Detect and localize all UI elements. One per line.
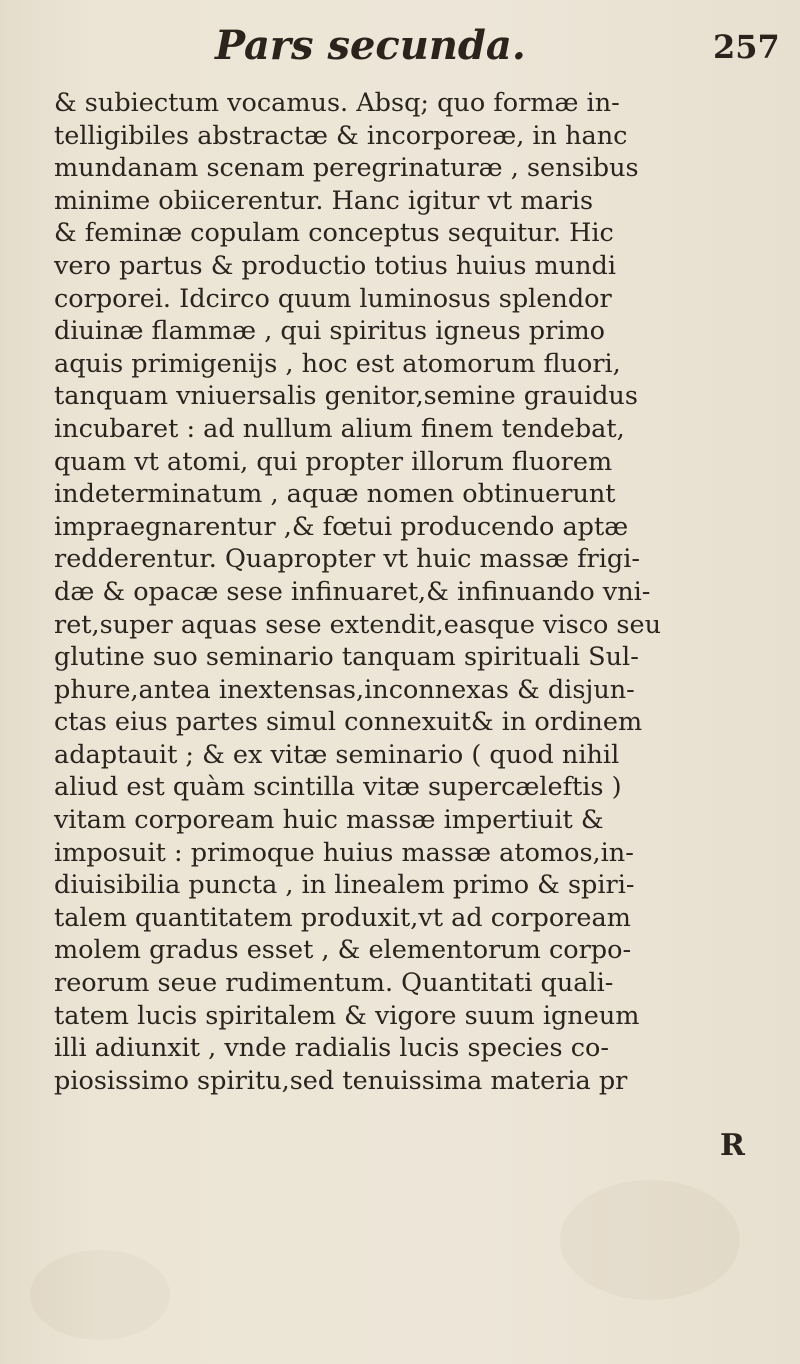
text-line: dæ & opacæ sese infinuaret,& infinuando vni-	[54, 576, 651, 607]
text-line: aquis primigenijs , hoc est atomorum fluori,	[54, 348, 621, 379]
text-line: piosissimo spiritu,sed tenuissima materia pr	[54, 1065, 628, 1096]
text-line: indeterminatum , aquæ nomen obtinuerunt	[54, 479, 616, 510]
text-line: glutine suo seminario tanquam spirituali Sul-	[54, 642, 639, 673]
text-line: diuisibilia puncta , in linealem primo & spiri-	[54, 870, 635, 901]
paper-stain	[560, 1180, 740, 1300]
text-line: imposuit : primoque huius massæ atomos,in-	[54, 837, 634, 868]
text-line: redderentur. Quapropter vt huic massæ frigi-	[54, 544, 641, 575]
text-line: telligibiles abstractæ & incorporeæ, in hanc	[54, 120, 628, 151]
text-line: vero partus & productio totius huius mundi	[54, 250, 617, 281]
text-line: corporei. Idcirco quum luminosus splendor	[54, 283, 612, 314]
text-line: & feminæ copulam conceptus sequitur. Hic	[54, 218, 614, 249]
text-line: phure,antea inextensas,inconnexas & disjun-	[54, 674, 635, 705]
text-line: vitam corpoream huic massæ impertiuit &	[54, 805, 604, 836]
catchword: R	[720, 1128, 745, 1163]
page-header	[0, 10, 800, 70]
text-line: mundanam scenam peregrinaturæ , sensibus	[54, 153, 639, 184]
text-line: ctas eius partes simul connexuit& in ordinem	[54, 707, 643, 738]
text-line: quam vt atomi, qui propter illorum fluorem	[54, 446, 613, 477]
text-line: adaptauit ; & ex vitæ seminario ( quod nihil	[54, 739, 620, 770]
text-line: tatem lucis spiritalem & vigore suum igneum	[54, 1000, 640, 1031]
page-number: 257	[713, 28, 780, 66]
text-line: & subiectum vocamus. Absq; quo formæ in-	[54, 88, 620, 118]
text-line: tanquam vniuersalis genitor,semine grauidus	[54, 381, 638, 412]
text-line: ret,super aquas sese extendit,easque visco seu	[54, 609, 662, 640]
paper-stain	[30, 1250, 170, 1340]
text-line: talem quantitatem produxit,vt ad corpoream	[54, 902, 631, 933]
running-title: Pars secunda.	[215, 22, 526, 69]
text-line: incubaret : ad nullum alium finem tendebat,	[54, 413, 625, 444]
body-text	[54, 87, 782, 1097]
text-line: minime obiicerentur. Hanc igitur vt maris	[54, 185, 594, 216]
text-line: impraegnarentur ,& fœtui producendo aptæ	[54, 511, 629, 542]
text-line: aliud est quàm scintilla vitæ supercæleftis )	[54, 772, 622, 803]
text-line: diuinæ flammæ , qui spiritus igneus primo	[54, 316, 606, 347]
text-line: reorum seue rudimentum. Quantitati quali-	[54, 968, 614, 999]
text-line: illi adiunxit , vnde radialis lucis species co-	[54, 1033, 609, 1064]
text-line: molem gradus esset , & elementorum corpo-	[54, 935, 632, 966]
